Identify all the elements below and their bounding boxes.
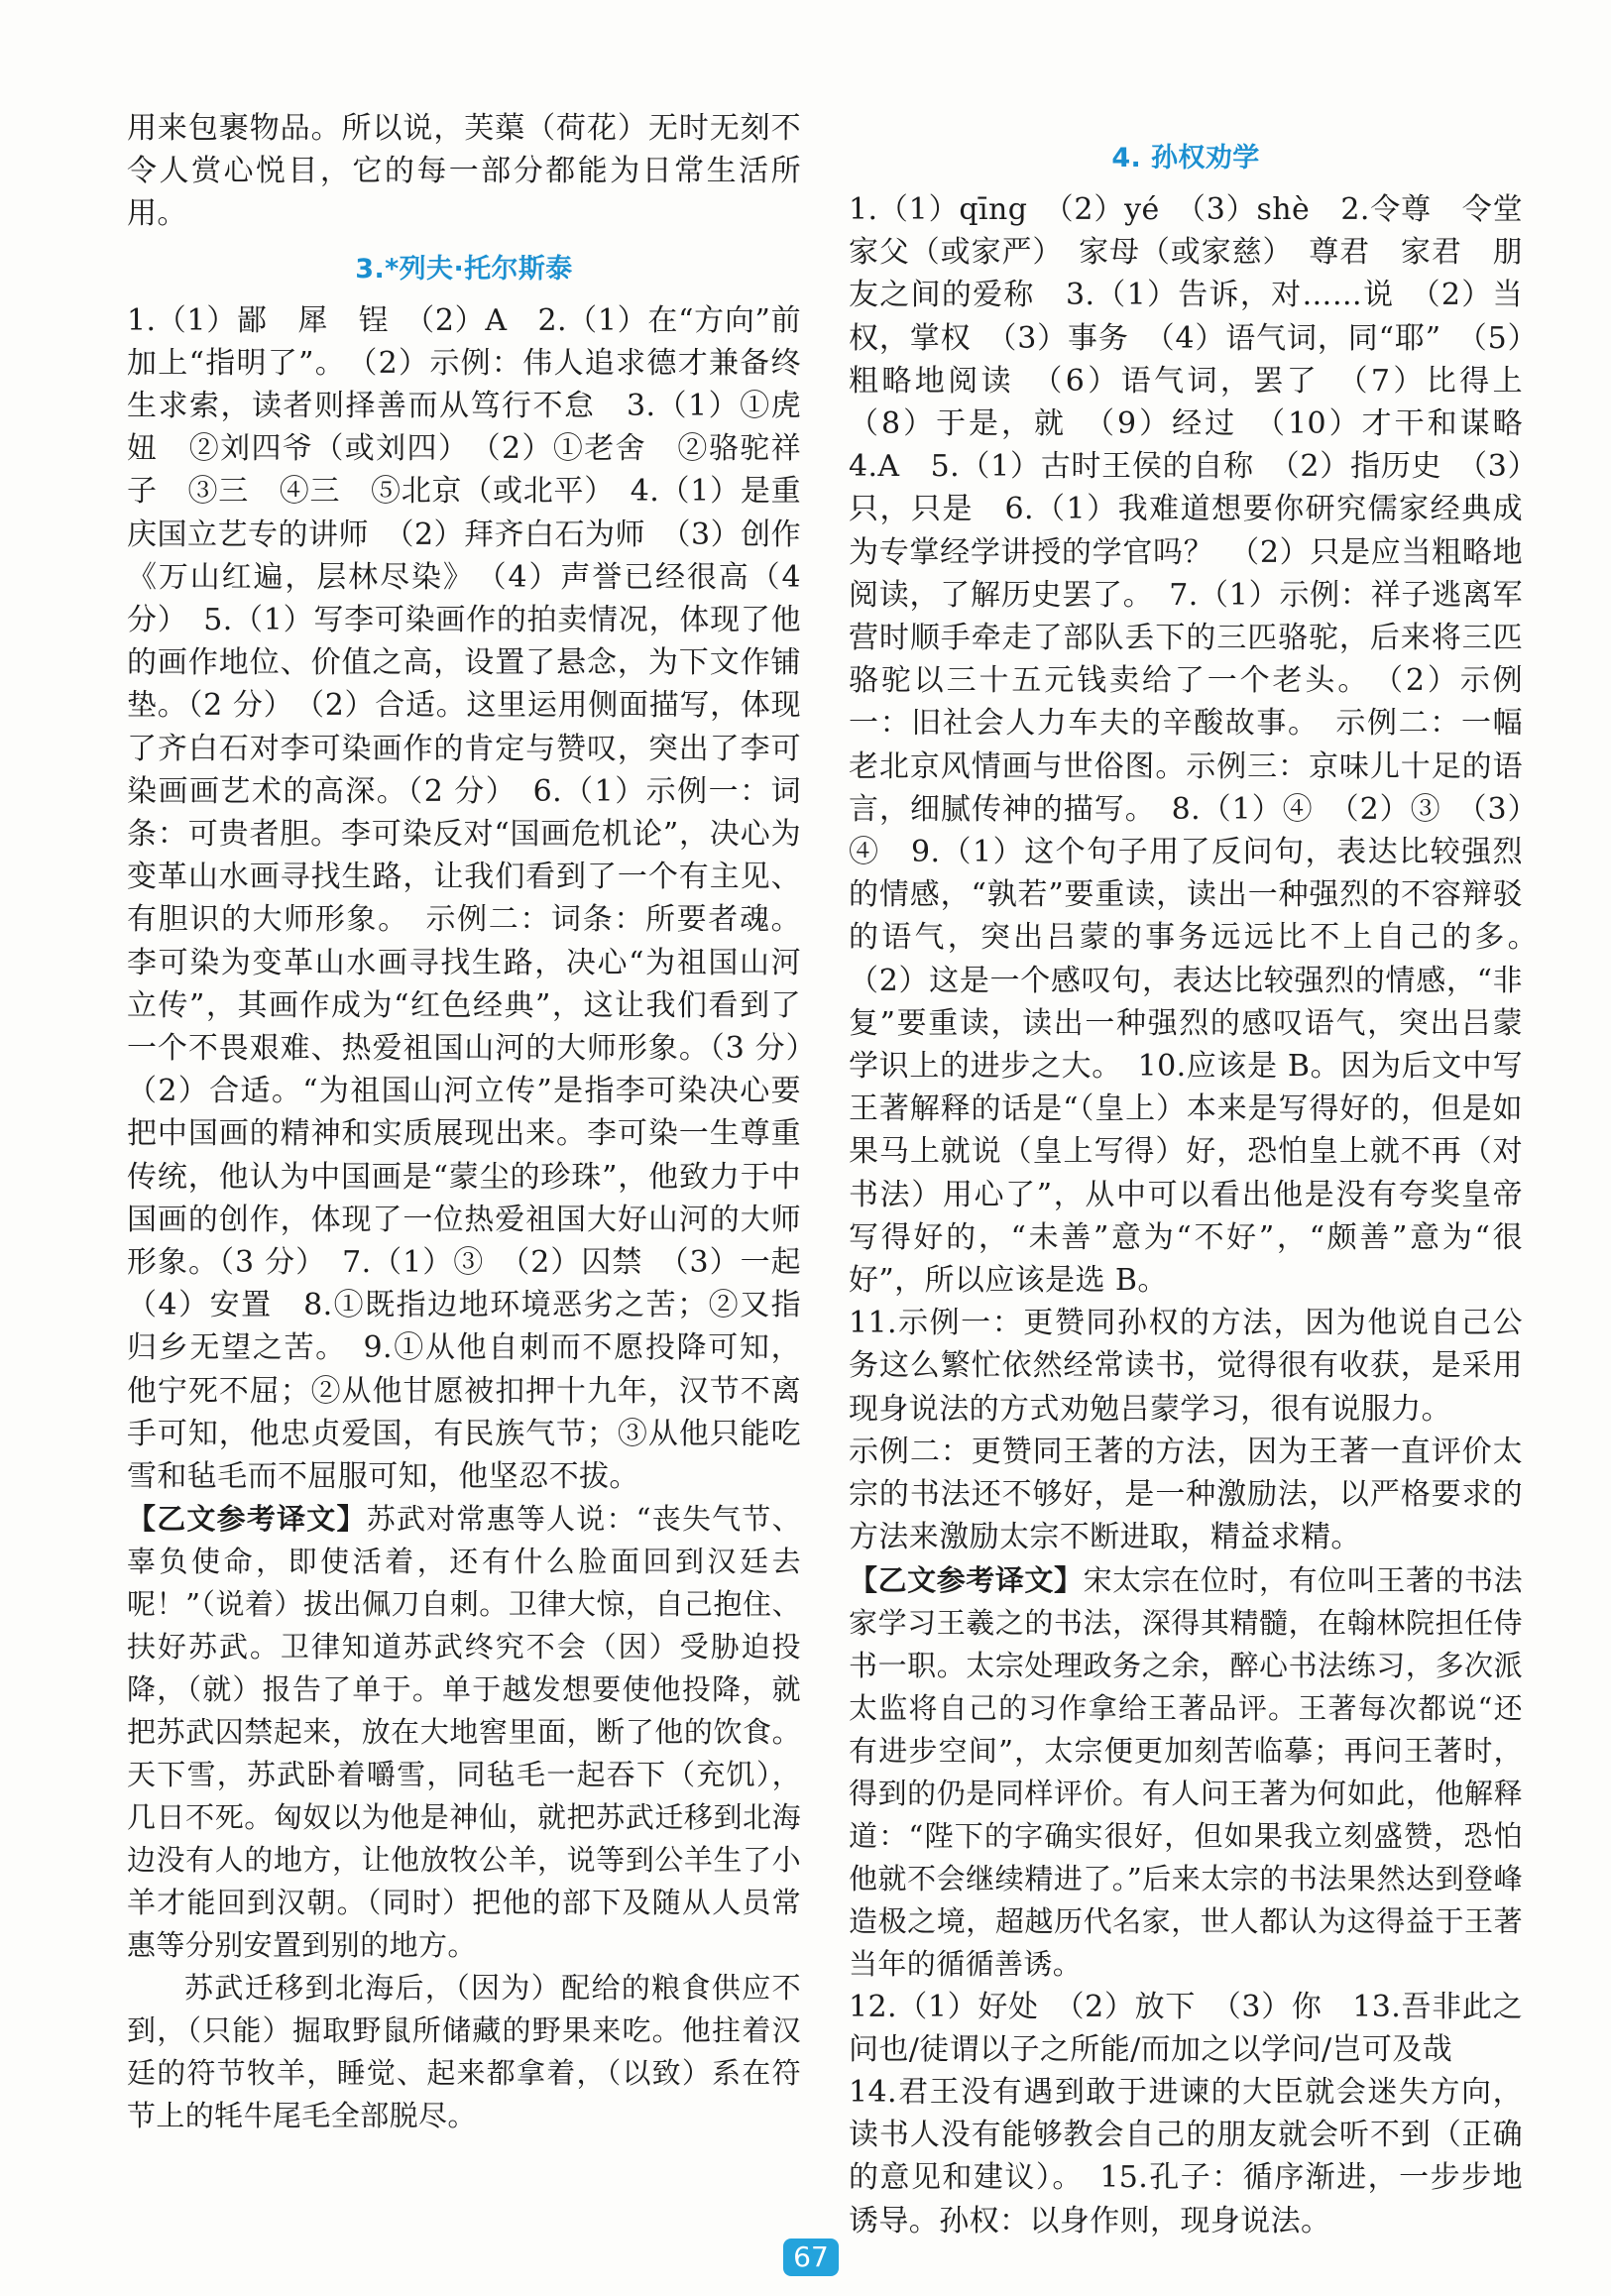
- section-title-sun-quan: 4. 孙权劝学: [1111, 143, 1260, 173]
- answers-section-4: 1.（1）qīng （2）yé （3）shè 2.令尊 令堂 家父（或家严） 家母（或家慈） 尊君 家君 朋友之间的爱称 3.（1）告诉，对……说 （2）当权，掌权 （3）事务 （4）语气词，同“耶” （5）粗略地阅读 （6）语气词，罢了 （7）比得上 （8）于是，就 （9）经过 （10）才干和谋略 4.A 5.（1）古时王侯的自称 （2）指历史 （3）只，只是 6.（1）我难道想要你研究儒家经典成为专掌经学讲授的学官吗？ （2）只是应当粗略地阅读，了解历史罢了。 7.（1）示例：祥子逃离军营时顺手牵走了部队丢下的三匹骆驼，后来将三匹骆驼以三十五元钱卖给了一个老头。 （2）示例一：旧社会人力车夫的辛酸故事。 示例二：一幅老北京风情画与世俗图。示例三：京味儿十足的语言，细腻传神的描写。 8.（1）④ （2）③ （3）④ 9.（1）这个句子用了反问句，表达比较强烈的情感，“孰若”要重读，读出一种强烈的不容辩驳的语气，突出吕蒙的事务远远比不上自己的多。 （2）这是一个感叹句，表达比较强烈的情感，“非复”要重读，读出一种强烈的感叹语气，突出吕蒙学识上的进步之大。 10.应该是 B。因为后文中写王著解释的话是“（皇上）本来是写得好的，但是如果马上就说（皇上写得）好，恐怕皇上就不再（对书法）用心了”，从中可以看出他是没有夸奖皇帝写得好的，“未善”意为“不好”，“颇善”意为“很好”，所以应该是选 B。: [849, 192, 1553, 1299]
- translation-body: 宋太宗在位时，有位叫王著的书法家学习王羲之的书法，深得其精髓，在翰林院担任侍书一职。太宗处理政务之余，醉心书法练习，多次派太监将自己的习作拿给王著品评。王著每次都说“还有进步空间”，太宗便更加刻苦临摹；再问王著时，得到的仍是同样评价。有人问王著为何如此，他解释道：“陛下的字确实很好，但如果我立刻盛赞，恐怕他就不会继续精进了。”后来太宗的书法果然达到登峰造极之境，超越历代名家，世人都认为这得益于王著当年的循循善诱。: [849, 1562, 1523, 1981]
- answer-11: 11.示例一：更赞同孙权的方法，因为他说自己公务这么繁忙依然经常读书，觉得很有收获，是采用现身说法的方式劝勉吕蒙学习，很有说服力。: [849, 1306, 1523, 1427]
- answers-12-13: 12.（1）好处 （2）放下 （3）你 13.吾非此之问也/徒谓以子之所能/而加之以学问/岂可及哉: [849, 1989, 1523, 2067]
- left-column: [127, 107, 832, 2137]
- section-title-tolstoy: 3.*列夫·托尔斯泰: [355, 253, 573, 285]
- intro-paragraph: 用来包裹物品。所以说，芙蕖（荷花）无时无刻不令人赏心悦目，它的每一部分都能为日常生活所用。: [127, 111, 801, 232]
- answers-14-15: 14.君王没有遇到敢于进谏的大臣就会迷失方向，读书人没有能够教会自己的朋友就会听不到（正确的意见和建议）。 15.孔子：循序渐进，一步步地诱导。孙权：以身作则，现身说法。: [849, 2074, 1523, 2239]
- answer-11-b: 示例二：更赞同王著的方法，因为王著一直评价太宗的书法还不够好，是一种激励法，以严格要求的方法来激励太宗不断进取，精益求精。: [849, 1434, 1523, 1555]
- right-column: [849, 139, 1553, 2242]
- page-number-badge: 67: [783, 2239, 839, 2276]
- translation-su-wu: [127, 1498, 801, 1967]
- answers-section-3: 1.（1）鄙 犀 锃 （2）A 2.（1）在“方向”前加上“指明了”。 （2）示例：伟人追求德才兼备终生求索，读者则择善而从笃行不怠 3.（1）①虎妞 ②刘四爷（或刘四） （2）①老舍 ②骆驼祥子 ③三 ④三 ⑤北京（或北平） 4.（1）是重庆国立艺专的讲师 （2）拜齐白石为师 （3）创作《万山红遍，层林尽染》 （4）声誉已经很高（4 分） 5.（1）写李可染画作的拍卖情况，体现了他的画作地位、价值之高，设置了悬念，为下文作铺垫。（2 分） （2）合适。这里运用侧面描写，体现了齐白石对李可染画作的肯定与赞叹，突出了李可染画画艺术的高深。（2 分） 6.（1）示例一：词条：可贵者胆。李可染反对“国画危机论”，决心为变革山水画寻找生路，让我们看到了一个有主见、有胆识的大师形象。 示例二：词条：所要者魂。李可染为变革山水画寻找生路，决心“为祖国山河立传”，其画作成为“红色经典”，这让我们看到了一个不畏艰难、热爱祖国山河的大师形象。（3 分） （2）合适。“为祖国山河立传”是指李可染决心要把中国画的精神和实质展现出来。李可染一生尊重传统，他认为中国画是“蒙尘的珍珠”，他致力于中国画的创作，体现了一位热爱祖国大好山河的大师形象。（3 分） 7.（1）③ （2）囚禁 （3）一起 （4）安置 8.①既指边地环境恶劣之苦；②又指归乡无望之苦。 9.①从他自刺而不愿投降可知，他宁死不屈；②从他甘愿被扣押十九年，汉节不离手可知，他忠贞爱国，有民族气节；③从他只能吃雪和毡毛而不屈服可知，他坚忍不拔。: [127, 302, 832, 1495]
- translation-body: 苏武对常惠等人说：“丧失气节、辜负使命，即使活着，还有什么脸面回到汉廷去呢！”（说着）拔出佩刀自刺。卫律大惊，自己抱住、扶好苏武。卫律知道苏武终究不会（因）受胁迫投降，（就）报告了单于。单于越发想要使他投降，就把苏武囚禁起来，放在大地窖里面，断了他的饮食。天下雪，苏武卧着嚼雪，同毡毛一起吞下（充饥），几日不死。匈奴以为他是神仙，就把苏武迁移到北海边没有人的地方，让他放牧公羊，说等到公羊生了小羊才能回到汉朝。（同时）把他的部下及随从人员常惠等分别安置到别的地方。: [127, 1502, 801, 1963]
- translation-heading: 【乙文参考译文】: [849, 1562, 1084, 1597]
- translation-wang-zhu: [849, 1559, 1523, 1986]
- translation-su-wu-2: 苏武迁移到北海后，（因为）配给的粮食供应不到，（只能）掘取野鼠所储藏的野果来吃。他拄着汉廷的符节牧羊，睡觉、起来都拿着，（以致）系在符节上的牦牛尾毛全部脱尽。: [127, 1971, 801, 2133]
- translation-heading: 【乙文参考译文】: [127, 1502, 367, 1537]
